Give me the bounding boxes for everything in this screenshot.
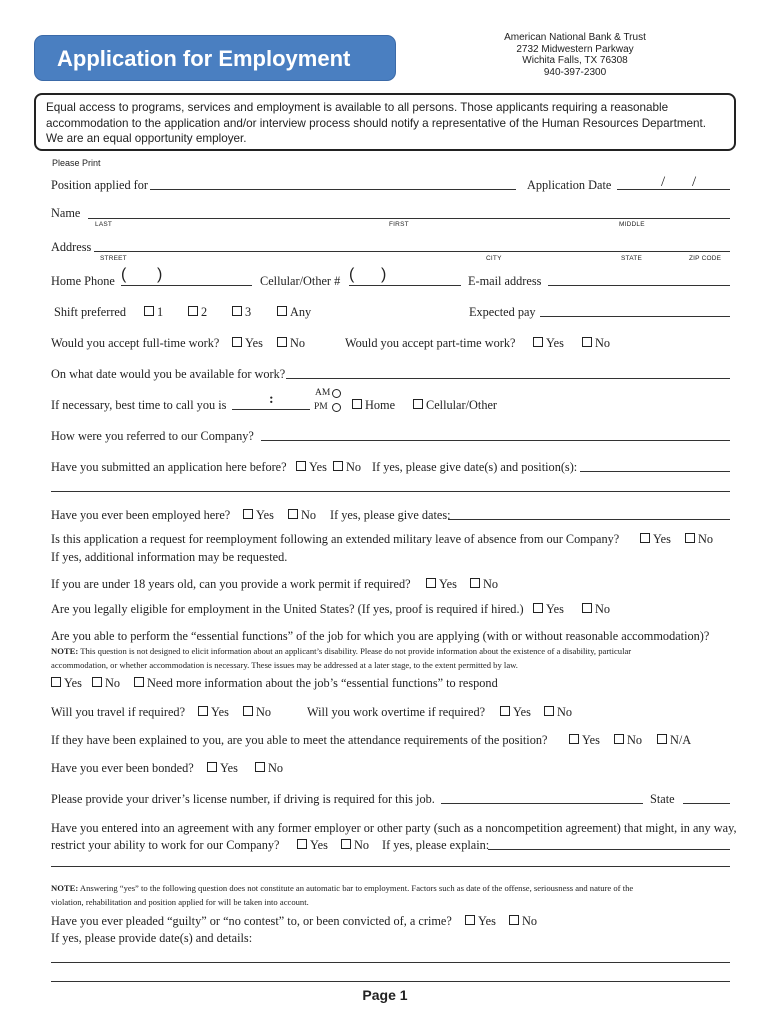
bonded-label: Have you ever been bonded?	[51, 761, 194, 775]
eligible-yes-checkbox[interactable]	[533, 603, 543, 613]
submitted-no-checkbox[interactable]	[333, 461, 343, 471]
travel-yes-checkbox[interactable]	[198, 706, 208, 716]
full-time-yes-checkbox[interactable]	[232, 337, 242, 347]
agreement-yes-checkbox[interactable]	[297, 839, 307, 849]
submitted-yes-label: Yes	[309, 460, 327, 474]
crime-details-label: If yes, please provide date(s) and details:	[51, 931, 253, 945]
reemployment-yes-checkbox[interactable]	[640, 533, 650, 543]
crime-yes-checkbox[interactable]	[465, 915, 475, 925]
equal-access-notice: Equal access to programs, services and employment is available to all persons. Those applicants requiring a reasonable accommodation to the application and/or interview process should notify a representative of the Human Resources Department. We are an equal opportunity employer.	[34, 93, 736, 151]
employed-dates-input[interactable]	[448, 519, 730, 520]
address-city-label: CITY	[486, 255, 502, 262]
attendance-na-label: N/A	[670, 733, 692, 747]
cell-open-paren: (	[349, 266, 355, 283]
referred-label: How were you referred to our Company?	[51, 429, 254, 443]
shift-any-label: Any	[290, 305, 312, 319]
pm-label: PM	[314, 402, 328, 412]
available-date-input[interactable]	[286, 378, 730, 379]
attendance-no-checkbox[interactable]	[614, 734, 624, 744]
essential-note-label: NOTE:	[51, 646, 79, 656]
full-time-no-checkbox[interactable]	[277, 337, 287, 347]
overtime-yes-label: Yes	[513, 705, 531, 719]
attendance-no-label: No	[627, 733, 643, 747]
essential-need-more-label: Need more information about the job’s “essential functions” to respond	[147, 676, 498, 690]
eligible-no-checkbox[interactable]	[582, 603, 592, 613]
under18-yes-label: Yes	[439, 577, 457, 591]
overtime-yes-checkbox[interactable]	[500, 706, 510, 716]
under18-yes-checkbox[interactable]	[426, 578, 436, 588]
essential-label: Are you able to perform the “essential functions” of the job for which you are applying (with or without reasonable accommodation)?	[51, 629, 710, 643]
full-time-yes-label: Yes	[245, 336, 263, 350]
available-date-label: On what date would you be available for work?	[51, 367, 286, 381]
name-first-label: FIRST	[389, 221, 409, 228]
overtime-label: Will you work overtime if required?	[307, 705, 486, 719]
employed-no-checkbox[interactable]	[288, 509, 298, 519]
home-phone-label: Home Phone	[51, 274, 115, 288]
address-input[interactable]	[94, 251, 730, 252]
crime-note	[51, 883, 633, 893]
shift-1-checkbox[interactable]	[144, 306, 154, 316]
crime-no-label: No	[522, 914, 538, 928]
full-time-label: Would you accept full-time work?	[51, 336, 220, 350]
name-input[interactable]	[88, 218, 730, 219]
reemployment-note: If yes, additional information may be requested.	[51, 550, 288, 564]
essential-note-2: accommodation, or whether accommodation is necessary. These issues may be addressed at a later stage, to the extent permitted by law.	[51, 660, 518, 670]
bank-info	[480, 32, 670, 78]
explain-label: If yes, please explain:	[382, 838, 490, 852]
position-label: Position applied for	[51, 178, 149, 192]
attendance-yes-label: Yes	[582, 733, 600, 747]
agreement-label: Have you entered into an agreement with any former employer or other party (such as a noncompetition agreement) that might, in any way,	[51, 821, 737, 835]
crime-details-input-2[interactable]	[51, 981, 730, 982]
crime-note-text: Answering “yes” to the following question does not constitute an automatic bar to employment. Factors such as date of the offense, seriousness and nature of the	[79, 883, 634, 893]
am-label: AM	[315, 388, 331, 398]
address-state-label: STATE	[621, 255, 642, 262]
cell-close-paren: )	[381, 266, 387, 283]
bank-phone: 940-397-2300	[543, 66, 607, 78]
bank-name: American National Bank & Trust	[504, 32, 646, 43]
bonded-yes-label: Yes	[220, 761, 238, 775]
submitted-yes-checkbox[interactable]	[296, 461, 306, 471]
travel-no-label: No	[256, 705, 272, 719]
position-input[interactable]	[150, 189, 516, 190]
employed-here-label: Have you ever been employed here?	[51, 508, 231, 522]
agreement-label-2: restrict your ability to work for our Company?	[51, 838, 280, 852]
license-state-input[interactable]	[683, 803, 730, 804]
overtime-no-label: No	[557, 705, 573, 719]
submitted-detail-input-2[interactable]	[51, 491, 730, 492]
part-time-yes-label: Yes	[546, 336, 564, 350]
cellular-label: Cellular/Other #	[260, 274, 341, 288]
crime-note-label: NOTE:	[51, 883, 79, 893]
essential-note-text: This question is not designed to elicit information about an applicant’s disability. Please do not provide information about the existence of a disability, particular	[80, 646, 632, 656]
essential-no-checkbox[interactable]	[92, 677, 102, 687]
travel-yes-label: Yes	[211, 705, 229, 719]
call-cellular-label: Cellular/Other	[426, 398, 498, 412]
under18-no-checkbox[interactable]	[470, 578, 480, 588]
referred-input[interactable]	[261, 440, 730, 441]
shift-3-checkbox[interactable]	[232, 306, 242, 316]
essential-yes-label: Yes	[64, 676, 82, 690]
name-middle-label: MIDDLE	[619, 221, 645, 228]
bonded-no-label: No	[268, 761, 284, 775]
part-time-no-label: No	[595, 336, 611, 350]
crime-details-input[interactable]	[51, 962, 730, 963]
crime-note-2: violation, rehabilitation and position applied for will be taken into account.	[51, 897, 309, 907]
home-phone-close-paren: )	[157, 266, 163, 283]
expected-pay-label: Expected pay	[469, 305, 536, 319]
name-label: Name	[51, 206, 81, 220]
address-zip-label: ZIP CODE	[689, 255, 722, 262]
application-date-label: Application Date	[527, 178, 612, 192]
overtime-no-checkbox[interactable]	[544, 706, 554, 716]
name-last-label: LAST	[95, 221, 113, 228]
eligible-label: Are you legally eligible for employment in the United States? (If yes, proof is required if hired.)	[51, 602, 524, 616]
shift-2-checkbox[interactable]	[188, 306, 198, 316]
page-title: Application for Employment	[34, 35, 396, 81]
reemployment-yes-label: Yes	[653, 532, 671, 546]
shift-label: Shift preferred	[54, 305, 127, 319]
shift-3-label: 3	[245, 305, 252, 319]
essential-yes-checkbox[interactable]	[51, 677, 61, 687]
time-colon: :	[269, 392, 274, 407]
license-input[interactable]	[441, 803, 643, 804]
under18-no-label: No	[483, 577, 499, 591]
call-cellular-checkbox[interactable]	[413, 399, 423, 409]
agreement-yes-label: Yes	[310, 838, 328, 852]
eligible-yes-label: Yes	[546, 602, 564, 616]
attendance-yes-checkbox[interactable]	[569, 734, 579, 744]
date-slash-2: /	[692, 174, 697, 190]
page-number: Page 1	[362, 987, 408, 1003]
cellular-input[interactable]	[349, 285, 461, 286]
license-state-label: State	[650, 792, 675, 806]
submitted-detail-input[interactable]	[580, 471, 730, 472]
shift-any-checkbox[interactable]	[277, 306, 287, 316]
call-home-label: Home	[365, 398, 396, 412]
employed-yes-label: Yes	[256, 508, 274, 522]
full-time-no-label: No	[290, 336, 306, 350]
pm-radio[interactable]	[332, 403, 341, 412]
email-label: E-mail address	[468, 274, 542, 288]
employed-yes-checkbox[interactable]	[243, 509, 253, 519]
employed-dates-label: If yes, please give dates:	[330, 508, 451, 522]
address-label: Address	[51, 240, 92, 254]
travel-label: Will you travel if required?	[51, 705, 186, 719]
part-time-yes-checkbox[interactable]	[533, 337, 543, 347]
eligible-no-label: No	[595, 602, 611, 616]
crime-yes-label: Yes	[478, 914, 496, 928]
license-label: Please provide your driver’s license number, if driving is required for this job.	[51, 792, 435, 806]
employed-no-label: No	[301, 508, 317, 522]
explain-input[interactable]	[488, 849, 730, 850]
bonded-yes-checkbox[interactable]	[207, 762, 217, 772]
submitted-before-label: Have you submitted an application here before?	[51, 460, 287, 474]
explain-input-2[interactable]	[51, 866, 730, 867]
bonded-no-checkbox[interactable]	[255, 762, 265, 772]
reemployment-no-checkbox[interactable]	[685, 533, 695, 543]
expected-pay-input[interactable]	[540, 316, 730, 317]
home-phone-input[interactable]	[121, 285, 252, 286]
attendance-label: If they have been explained to you, are you able to meet the attendance requirements of the position?	[51, 733, 548, 747]
date-slash-1: /	[661, 174, 666, 190]
submitted-detail-label: If yes, please give date(s) and position(s):	[372, 460, 578, 474]
reemployment-label: Is this application a request for reemployment following an extended military leave of absence from our Company?	[51, 532, 620, 546]
essential-note	[51, 646, 631, 656]
address-street-label: STREET	[100, 255, 127, 262]
essential-need-more-checkbox[interactable]	[134, 677, 144, 687]
agreement-no-checkbox[interactable]	[341, 839, 351, 849]
part-time-label: Would you accept part-time work?	[345, 336, 516, 350]
application-date-input[interactable]	[617, 189, 730, 190]
home-phone-open-paren: (	[121, 266, 127, 283]
shift-2-label: 2	[201, 305, 208, 319]
shift-1-label: 1	[157, 305, 164, 319]
part-time-no-checkbox[interactable]	[582, 337, 592, 347]
agreement-no-label: No	[354, 838, 370, 852]
attendance-na-checkbox[interactable]	[657, 734, 667, 744]
essential-no-label: No	[105, 676, 121, 690]
best-time-input[interactable]	[232, 409, 310, 410]
call-home-checkbox[interactable]	[352, 399, 362, 409]
am-radio[interactable]	[332, 389, 341, 398]
submitted-no-label: No	[346, 460, 362, 474]
email-input[interactable]	[548, 285, 730, 286]
bank-city: Wichita Falls, TX 76308	[522, 55, 628, 66]
crime-label: Have you ever pleaded “guilty” or “no contest” to, or been convicted of, a crime?	[51, 914, 452, 928]
crime-no-checkbox[interactable]	[509, 915, 519, 925]
under18-label: If you are under 18 years old, can you provide a work permit if required?	[51, 577, 411, 591]
reemployment-no-label: No	[698, 532, 714, 546]
travel-no-checkbox[interactable]	[243, 706, 253, 716]
bank-address: 2732 Midwestern Parkway	[516, 43, 634, 55]
best-time-label: If necessary, best time to call you is	[51, 398, 227, 412]
please-print-label: Please Print	[52, 158, 101, 168]
